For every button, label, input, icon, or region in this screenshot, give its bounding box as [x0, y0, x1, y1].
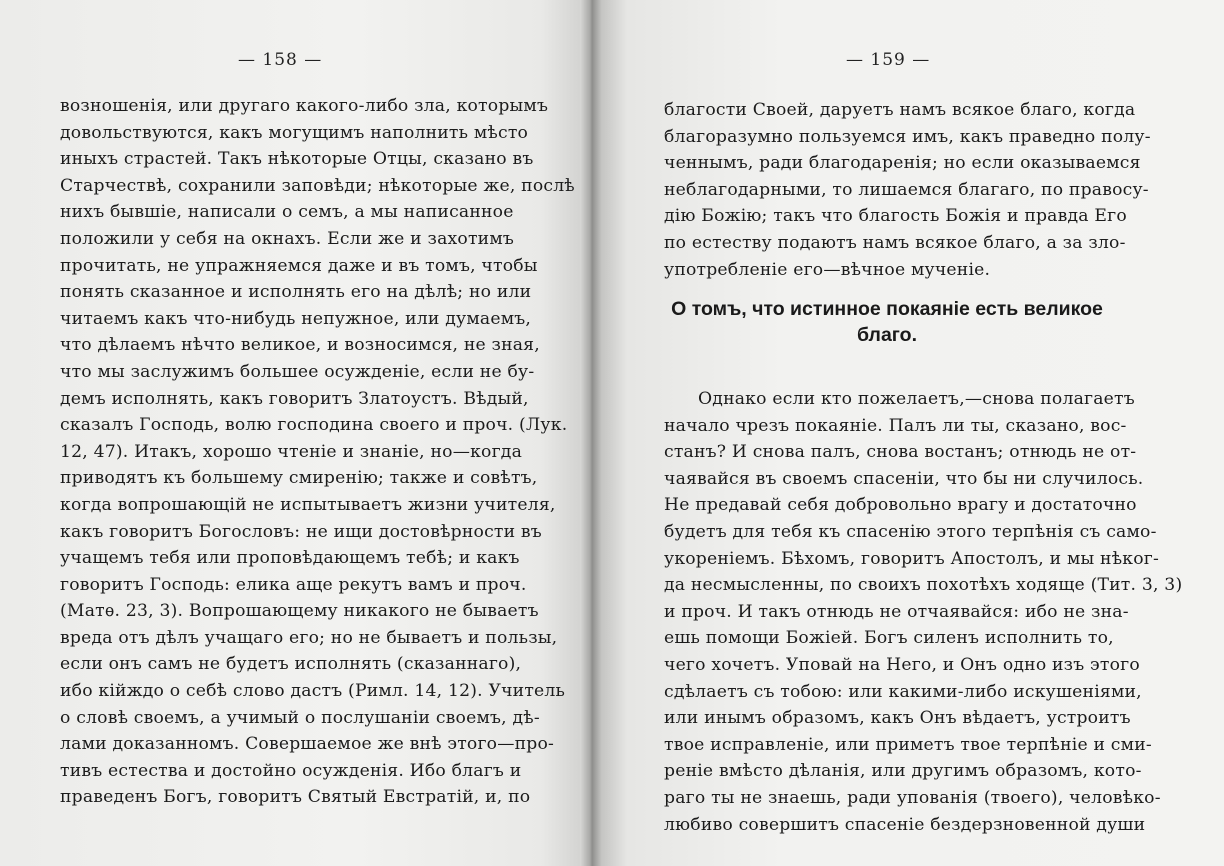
- text-line: Старчествѣ, сохранили заповѣди; нѣкоторые же, послѣ: [60, 175, 575, 196]
- text-line: возношенія, или другаго какого-либо зла, которымъ: [60, 96, 549, 116]
- text-line: тивъ естества и достойно осужденія. Ибо благъ и: [60, 760, 522, 781]
- book-gutter: [580, 0, 602, 866]
- text-line: употребленіе его—вѣчное мученіе.: [664, 259, 991, 280]
- section-heading: [660, 296, 1114, 348]
- text-line: нихъ бывшіе, написали о семъ, а мы написанное: [60, 202, 514, 223]
- text-line: любиво совершитъ спасеніе бездерзновенной души: [664, 814, 1146, 835]
- text-line: реніе вмѣсто дѣланія, или другимъ образомъ, кото-: [664, 761, 1142, 782]
- right-page: [596, 0, 1224, 866]
- left-page-text: [60, 93, 575, 811]
- section-heading-line: благо.: [857, 324, 917, 346]
- text-line: будетъ для тебя къ спасенію этого терпѣнія съ само-: [664, 521, 1157, 542]
- text-line: ешь помощи Божіей. Богъ силенъ исполнить то,: [664, 628, 1114, 649]
- text-line: и проч. И такъ отнюдь не отчаявайся: ибо не зна-: [664, 601, 1129, 622]
- text-line: благоразумно пользуемся имъ, какъ праведно полу-: [664, 126, 1151, 147]
- text-line: что мы заслужимъ большее осужденіе, если не бу-: [60, 361, 535, 382]
- text-line: прочитать, не упражняемся даже и въ томъ, чтобы: [60, 255, 538, 276]
- text-line: что дѣлаемъ нѣчто великое, и возносимся, не зная,: [60, 335, 540, 356]
- text-line: положили у себя на окнахъ. Если же и захотимъ: [60, 228, 515, 249]
- text-line: станъ? И снова палъ, снова востанъ; отнюдь не от-: [664, 442, 1137, 463]
- text-line: если онъ самъ не будетъ исполнять (сказаннаго),: [60, 654, 522, 675]
- right-page-number: — 159 —: [846, 50, 931, 70]
- text-line: когда вопрошающій не испытываетъ жизни учителя,: [60, 494, 556, 515]
- text-line: приводятъ къ большему смиренію; также и совѣтъ,: [60, 468, 538, 489]
- text-line: Однако если кто пожелаетъ,—снова полагаетъ: [698, 389, 1135, 409]
- text-line: чего хочетъ. Уповай на Него, и Онъ одно изъ этого: [664, 654, 1140, 675]
- text-line: дію Божію; такъ что благость Божія и правда Его: [664, 206, 1127, 227]
- text-line: чаявайся въ своемъ спасеніи, что бы ни случилось.: [664, 468, 1144, 489]
- text-line: твое исправленіе, или приметъ твое терпѣніе и сми-: [664, 734, 1152, 755]
- text-line: говоритъ Господь: елика аще рекутъ вамъ и проч.: [60, 574, 527, 595]
- text-line: какъ говоритъ Богословъ: не ищи достовѣрности въ: [60, 521, 542, 542]
- text-line: 12, 47). Итакъ, хорошо чтеніе и знаніе, но—когда: [60, 441, 523, 462]
- text-line: иныхъ страстей. Такъ нѣкоторые Отцы, сказано въ: [60, 149, 534, 170]
- text-line: довольствуются, какъ могущимъ наполнить мѣсто: [60, 122, 529, 143]
- section-heading-line: О томъ, что истинное покаяніе есть великое: [671, 298, 1103, 320]
- text-line: демъ исполнять, какъ говоритъ Златоустъ. Вѣдый,: [60, 388, 529, 409]
- text-line: ченнымъ, ради благодаренія; но если оказываемся: [664, 153, 1141, 174]
- text-line: Не предавай себя добровольно врагу и достаточно: [664, 495, 1137, 516]
- text-line: укореніемъ. Бѣхомъ, говоритъ Апостолъ, и мы нѣког-: [664, 548, 1159, 569]
- left-page: [0, 0, 588, 866]
- text-line: сдѣлаетъ съ тобою: или какими-либо искушеніями,: [664, 681, 1142, 702]
- text-line: да несмысленны, по своихъ похотѣхъ ходяще (Тит. 3, 3): [664, 575, 1183, 596]
- text-line: начало чрезъ покаяніе. Палъ ли ты, сказано, вос-: [664, 415, 1127, 436]
- text-line: о словѣ своемъ, а учимый о послушаніи своемъ, дѣ-: [60, 707, 540, 728]
- text-line: понять сказанное и исполнять его на дѣлѣ; но или: [60, 282, 532, 303]
- text-line: ибо кійждо о себѣ слово дастъ (Римл. 14, 12). Учитель: [60, 681, 566, 702]
- left-page-number: — 158 —: [238, 50, 323, 70]
- text-line: по естеству подаютъ намъ всякое благо, а за зло-: [664, 232, 1126, 253]
- text-line: учащемъ тебя или проповѣдающемъ тебѣ; и какъ: [60, 548, 520, 569]
- right-page-text-bottom: [664, 386, 1183, 838]
- text-line: читаемъ какъ что-нибудь непужное, или думаемъ,: [60, 308, 532, 329]
- text-line: или инымъ образомъ, какъ Онъ вѣдаетъ, устроитъ: [664, 708, 1131, 729]
- text-line: неблагодарными, то лишаемся благаго, по правосу-: [664, 179, 1149, 200]
- text-line: сказалъ Господь, волю господина своего и проч. (Лук.: [60, 415, 568, 436]
- text-line: (Матѳ. 23, 3). Вопрошающему никакого не бываетъ: [60, 601, 539, 622]
- text-line: праведенъ Богъ, говоритъ Святый Евстратій, и, по: [60, 787, 531, 808]
- text-line: раго ты не знаешь, ради упованія (твоего), человѣко-: [664, 787, 1161, 808]
- text-line: благости Своей, даруетъ намъ всякое благо, когда: [664, 100, 1136, 120]
- right-page-text-top: [664, 97, 1151, 283]
- text-line: лами доказанномъ. Совершаемое же внѣ этого—про-: [60, 734, 555, 755]
- text-line: вреда отъ дѣлъ учащаго его; но не бываетъ и пользы,: [60, 627, 558, 648]
